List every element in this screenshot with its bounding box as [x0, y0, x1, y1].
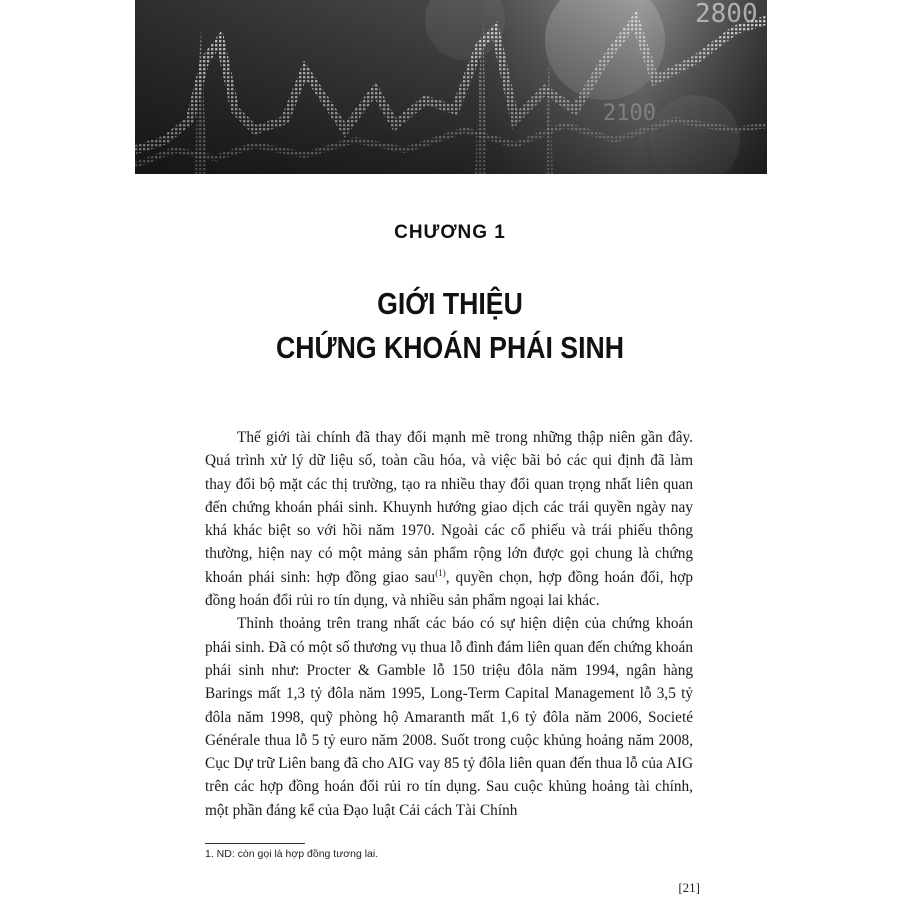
header-photo [135, 0, 767, 174]
body-text [205, 426, 693, 822]
paragraph-1-text-start: Thế giới tài chính đã thay đổi mạnh mẽ trong những thập niên gần đây. Quá trình xử lý dữ liệu số, toàn cầu hóa, và việc bãi bỏ các qui định đã làm thay đổi bộ mặt các thị trường, tạo ra nhiều thay đổi quan trọng nhất liên quan đến chứng khoán phái sinh. Khuynh hướng giao dịch các trái quyền ngày nay khá khác biệt so với hồi năm 1970. Ngoài các cổ phiếu và trái phiếu thông thường, hiện nay có một mảng sản phẩm rộng lớn được gọi chung là chứng khoán phái sinh: hợp đồng giao sau [205, 429, 693, 586]
paragraph-1 [205, 426, 693, 612]
chapter-title [63, 282, 837, 370]
chapter-label: CHƯƠNG 1 [394, 222, 506, 243]
footnote-divider [205, 843, 305, 844]
chapter-title-line-2: CHỨNG KHOÁN PHÁI SINH [276, 330, 624, 365]
paragraph-2: Thỉnh thoảng trên trang nhất các báo có sự hiện diện của chứng khoán phái sinh. Đã có một số thương vụ thua lỗ đình đám liên quan đến chứng khoán phái sinh như: Procter & Gamble lỗ 150 triệu đôla năm 1994, ngân hàng Barings mất 1,3 tỷ đôla năm 1995, Long-Term Capital Management lỗ 3,5 tỷ đôla năm 1998, quỹ phòng hộ Amaranth mất 1,6 tỷ đôla năm 2006, Societé Générale thua lỗ 5 tỷ euro năm 2008. Suốt trong cuộc khủng hoảng năm 2008, Cục Dự trữ Liên bang đã cho AIG vay 85 tỷ đôla liên quan đến thua lỗ của AIG trên các hợp đồng hoán đổi rủi ro tín dụng. Sau cuộc khủng hoảng tài chính, một phần đáng kể của Đạo luật Cải cách Tài Chính [205, 615, 693, 819]
chapter-title-line-1: GIỚI THIỆU [377, 286, 523, 321]
paragraph-1-text-end: , quyền chọn, hợp đồng hoán đổi, hợp đồng hoán đổi rủi ro tín dụng, và nhiều sản phẩm ngoại lai khác. [205, 568, 693, 610]
stock-chart-illustration [135, 0, 767, 174]
footnote: 1. ND: còn gọi là hợp đồng tương lai. [205, 848, 379, 860]
page-number: [21] [678, 880, 700, 895]
footnote-reference[interactable]: (1) [435, 567, 446, 578]
